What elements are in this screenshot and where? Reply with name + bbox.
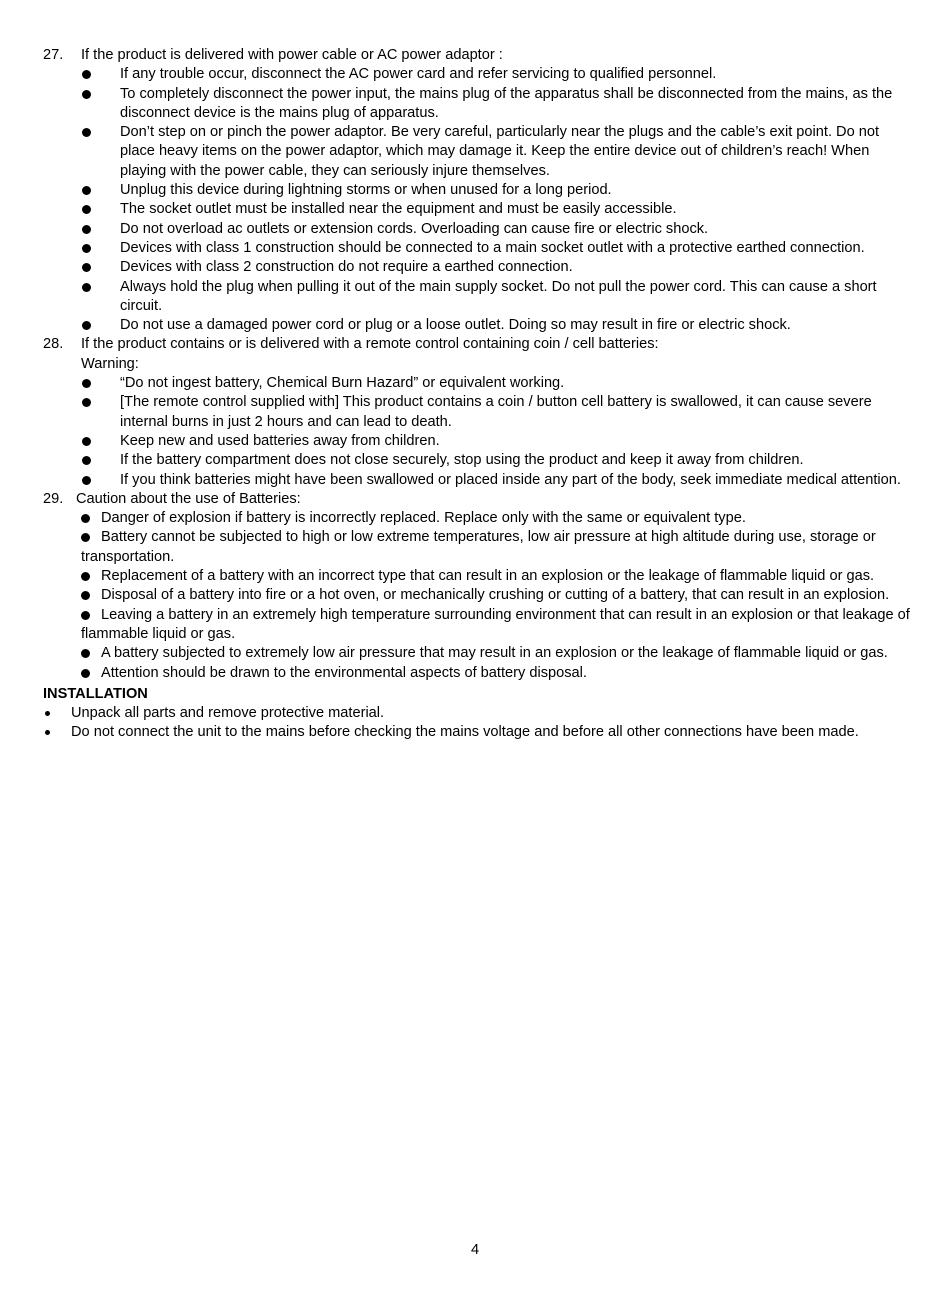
- list-item: [0, 704, 950, 723]
- list-item: [0, 586, 950, 605]
- bullet-icon: [82, 263, 91, 272]
- page-number: 4: [470, 1242, 480, 1258]
- bullet-icon: [81, 572, 90, 581]
- list-item-text: Replacement of a battery with an incorrect type that can result in an explosion or the leakage of flammable liquid or gas.: [101, 568, 875, 585]
- list-item-text: “Do not ingest battery, Chemical Burn Hazard” or equivalent working.: [120, 375, 565, 392]
- list-item: [0, 606, 950, 645]
- section-number: 29.: [43, 490, 64, 507]
- bullet-icon: [81, 533, 90, 542]
- list-item: [0, 567, 950, 586]
- section-27-title: [0, 46, 950, 65]
- bullet-icon: [82, 225, 91, 234]
- list-item: [0, 393, 950, 432]
- list-item: [0, 644, 950, 663]
- bullet-icon: [81, 591, 90, 600]
- bullet-icon: [82, 244, 91, 253]
- document-page: [0, 46, 950, 743]
- list-item: [0, 432, 950, 451]
- bullet-icon: [81, 669, 90, 678]
- bullet-icon: [82, 128, 91, 137]
- list-item-text: Danger of explosion if battery is incorrectly replaced. Replace only with the same or equivalent type.: [101, 510, 746, 527]
- bullet-icon: [82, 70, 91, 79]
- list-item: [0, 723, 950, 742]
- list-item-text: To completely disconnect the power input, the mains plug of the apparatus shall be disconnected from the mains, as the disconnect device is the mains plug of apparatus.: [120, 85, 893, 121]
- list-item-text: Always hold the plug when pulling it out of the main supply socket. Do not pull the power cord. This can cause a short circuit.: [120, 278, 877, 314]
- section-29-title: [0, 490, 950, 509]
- list-item: [0, 220, 950, 239]
- section-title: Caution about the use of Batteries:: [76, 490, 301, 507]
- section-title: If the product is delivered with power cable or AC power adaptor :: [81, 47, 503, 63]
- section-number: 27.: [43, 47, 64, 63]
- list-item-text: [The remote control supplied with] This product contains a coin / button cell battery is swallowed, it can cause severe internal burns in just 2 hours and can lead to death.: [120, 394, 872, 430]
- bullet-icon: [81, 514, 90, 523]
- list-item-text: Do not overload ac outlets or extension cords. Overloading can cause fire or electric shock.: [120, 220, 709, 237]
- list-item: [0, 471, 950, 490]
- bullet-icon: [81, 611, 90, 620]
- warning-label: Warning:: [81, 355, 139, 372]
- list-item: [0, 664, 950, 683]
- section-number: 28.: [43, 336, 64, 353]
- list-item: [0, 239, 950, 258]
- list-item-text: If the battery compartment does not close securely, stop using the product and keep it away from children.: [120, 452, 804, 469]
- list-item-text: Unplug this device during lightning storms or when unused for a long period.: [120, 182, 612, 199]
- list-item: [0, 528, 950, 567]
- list-item: [0, 85, 950, 124]
- list-item-text: The socket outlet must be installed near the equipment and must be easily accessible.: [120, 201, 677, 218]
- installation-heading: INSTALLATION: [43, 685, 148, 702]
- list-item-text: Keep new and used batteries away from children.: [120, 432, 440, 449]
- bullet-icon: [82, 398, 91, 407]
- bullet-icon: [82, 321, 91, 330]
- list-item-text: Attention should be drawn to the environmental aspects of battery disposal.: [101, 664, 587, 681]
- bullet-icon: [82, 476, 91, 485]
- list-item-text: Leaving a battery in an extremely high temperature surrounding environment that can result in an explosion or that leakage of flammable liquid or gas.: [81, 606, 910, 642]
- list-item: [0, 258, 950, 277]
- list-item-text: Disposal of a battery into fire or a hot oven, or mechanically crushing or cutting of a battery, that can result in an explosion.: [101, 587, 890, 604]
- list-item: [0, 509, 950, 528]
- list-item-text: Unpack all parts and remove protective material.: [71, 705, 385, 722]
- list-item: [0, 278, 950, 317]
- list-item-text: Devices with class 2 construction do not require a earthed connection.: [120, 259, 573, 276]
- bullet-icon: [82, 456, 91, 465]
- bullet-icon: [82, 283, 91, 292]
- bullet-icon: [82, 437, 91, 446]
- section-title: If the product contains or is delivered with a remote control containing coin / cell batteries:: [81, 336, 659, 353]
- list-item-text: Do not connect the unit to the mains before checking the mains voltage and before all other connections have been made.: [71, 724, 859, 741]
- list-item: [0, 65, 950, 84]
- bullet-icon: [81, 649, 90, 658]
- bullet-icon: [82, 205, 91, 214]
- list-item-text: If you think batteries might have been swallowed or placed inside any part of the body, seek immediate medical attention.: [120, 471, 901, 488]
- list-item-text: A battery subjected to extremely low air pressure that may result in an explosion or the leakage of flammable liquid or gas.: [101, 645, 888, 662]
- list-item: [0, 374, 950, 393]
- list-item: [0, 123, 950, 181]
- bullet-icon: [45, 730, 50, 735]
- list-item-text: Don’t step on or pinch the power adaptor. Be very careful, particularly near the plugs and the cable’s exit point. Do not place heavy items on the power adaptor, which may damage it. Keep the entire device out of children’s reach! When playing with the power cable, they can seriously injure themselves.: [120, 124, 880, 179]
- list-item: [0, 181, 950, 200]
- bullet-icon: [82, 90, 91, 99]
- list-item: [0, 316, 950, 335]
- list-item-text: Devices with class 1 construction should be connected to a main socket outlet with a protective earthed connection.: [120, 239, 865, 256]
- list-item-text: Do not use a damaged power cord or plug or a loose outlet. Doing so may result in fire or electric shock.: [120, 317, 791, 334]
- list-item: [0, 200, 950, 219]
- bullet-icon: [82, 379, 91, 388]
- list-item: [0, 451, 950, 470]
- list-item-text: Battery cannot be subjected to high or low extreme temperatures, low air pressure at high altitude during use, storage or transportation.: [81, 529, 876, 565]
- list-item-text: If any trouble occur, disconnect the AC power card and refer servicing to qualified personnel.: [120, 66, 717, 83]
- bullet-icon: [45, 711, 50, 716]
- section-28-title: [0, 335, 950, 354]
- bullet-icon: [82, 186, 91, 195]
